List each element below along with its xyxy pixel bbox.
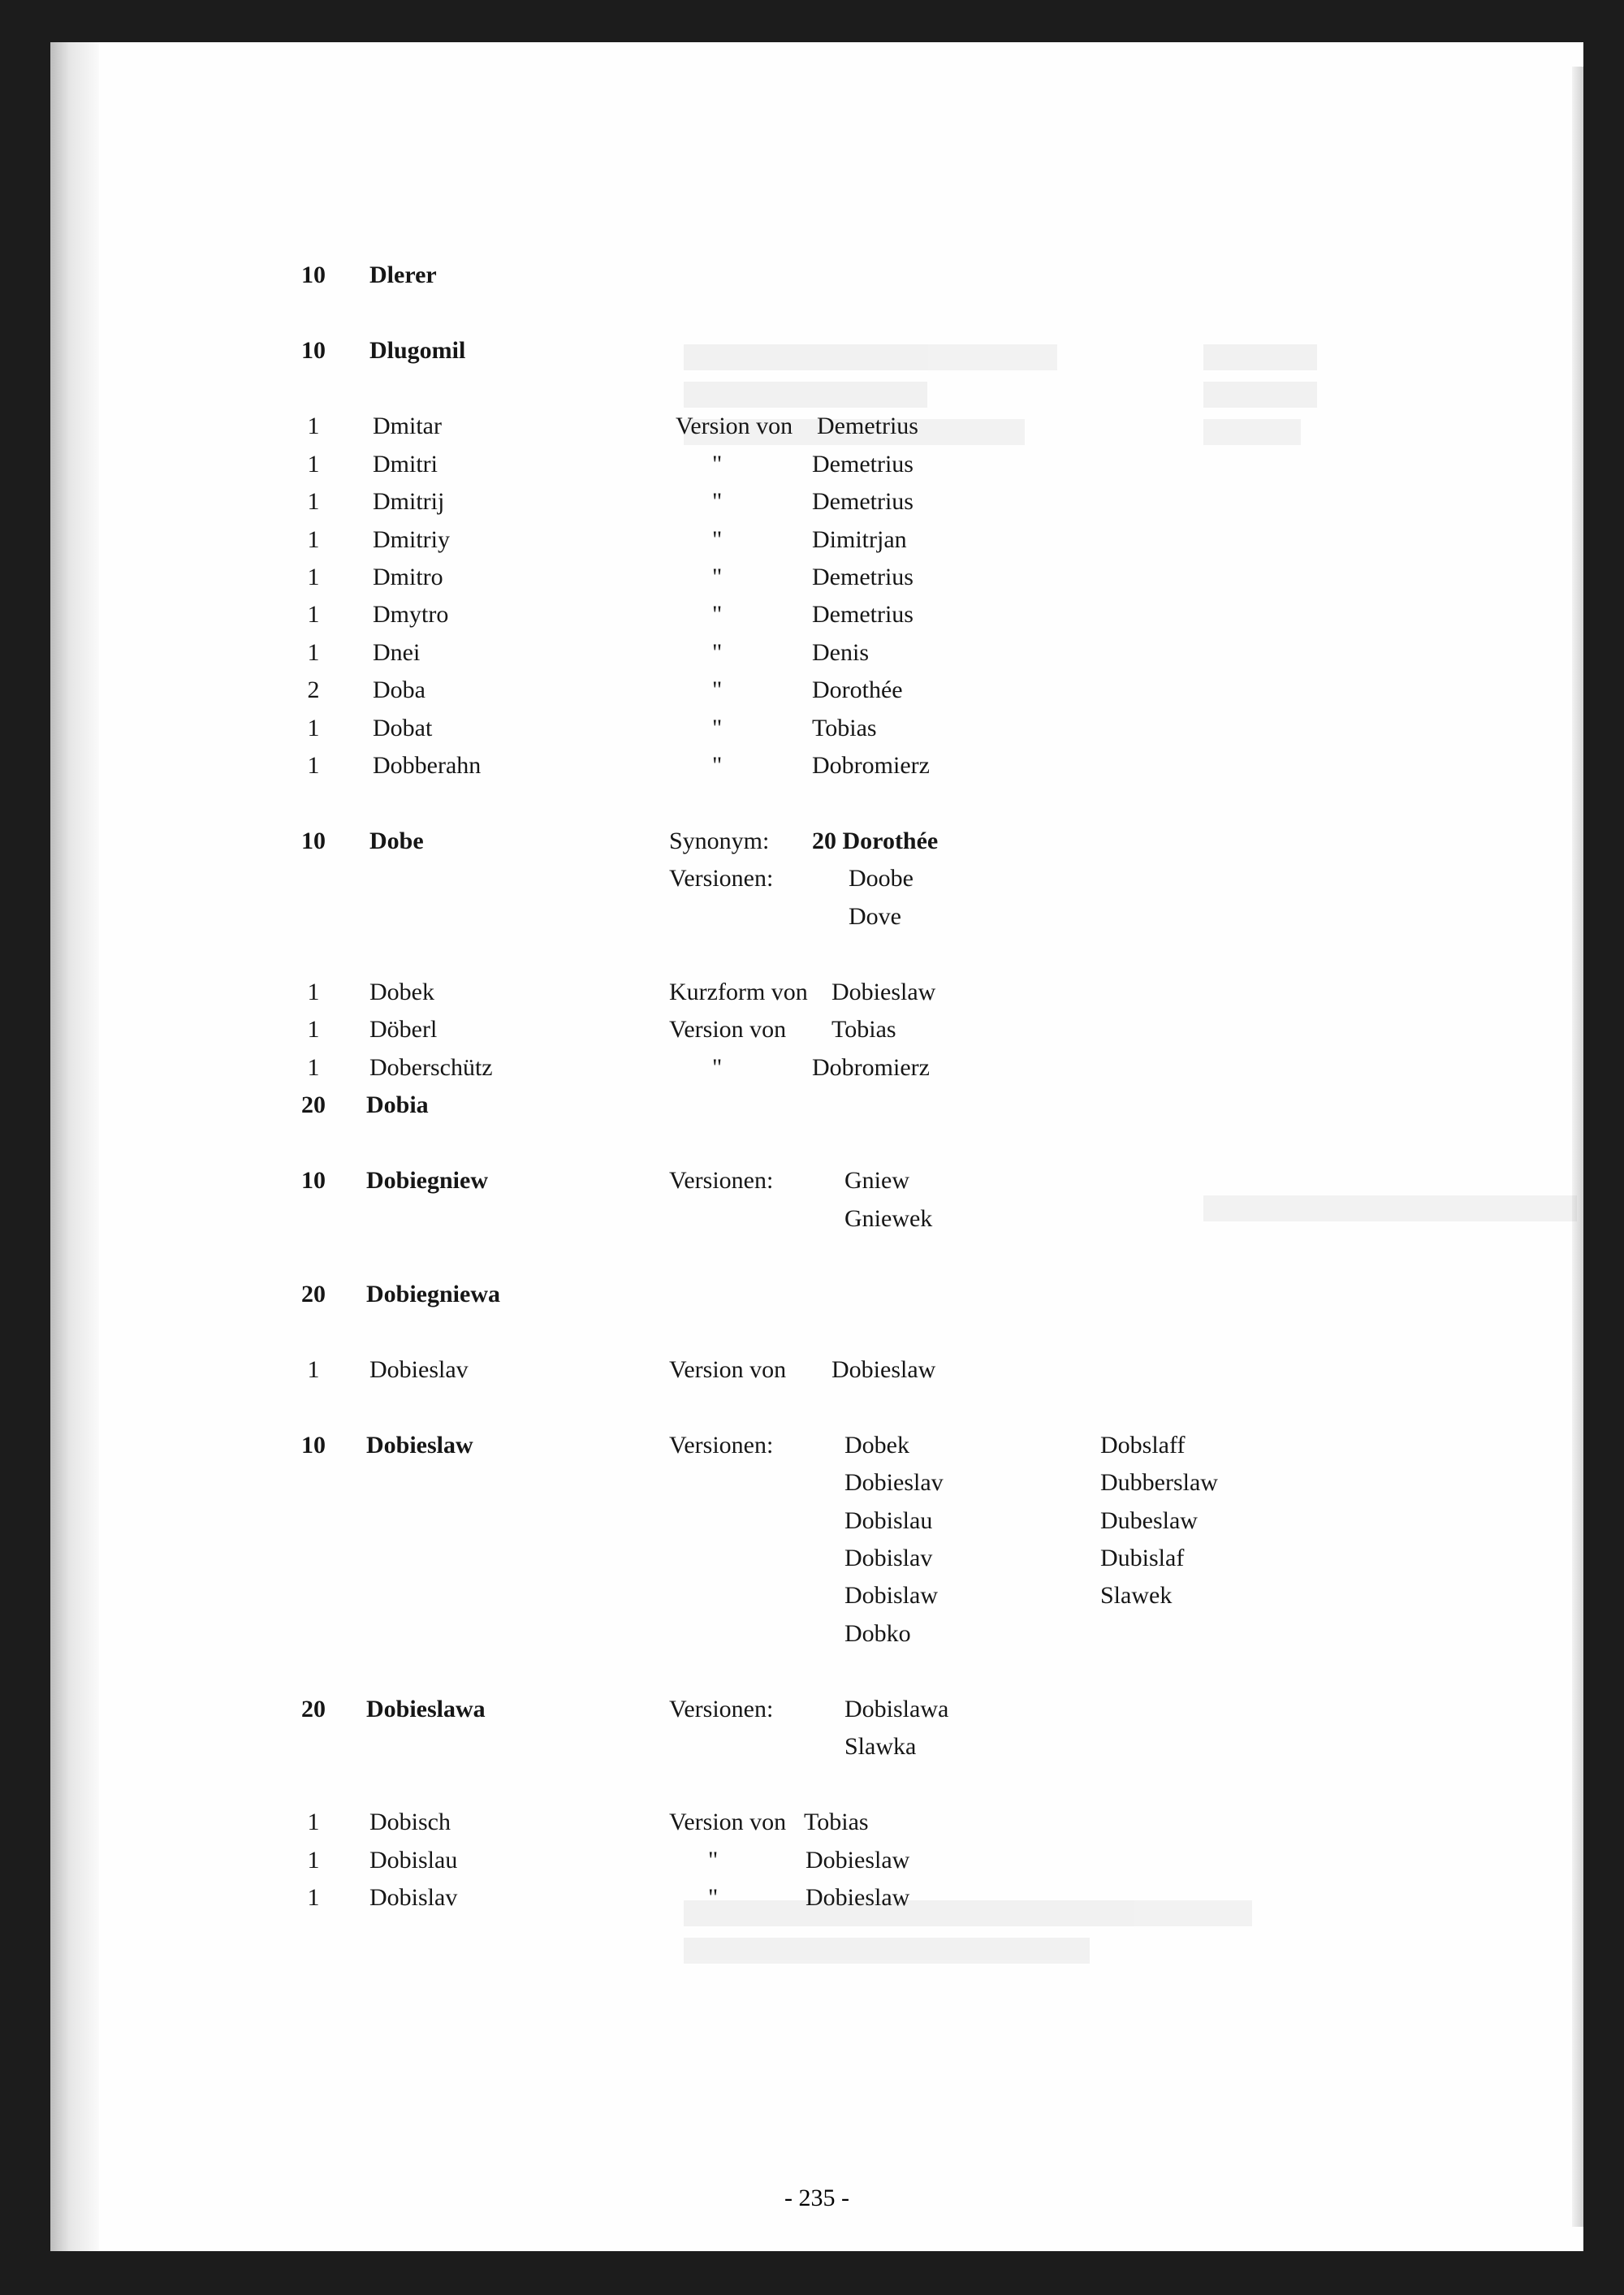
relation-label: " bbox=[712, 1054, 723, 1081]
relation-label: " bbox=[712, 676, 723, 703]
relation-label: " bbox=[712, 488, 723, 515]
index-row bbox=[50, 521, 1583, 559]
index-row bbox=[50, 559, 1583, 596]
relation-label: Synonym: bbox=[669, 828, 770, 854]
name-index-table bbox=[50, 42, 1583, 2251]
reference-name: Doobe bbox=[849, 865, 914, 892]
frequency-number: 1 bbox=[307, 564, 320, 590]
reference-name: Dobislawa bbox=[844, 1696, 949, 1722]
index-row bbox=[50, 1502, 1583, 1540]
index-row bbox=[50, 257, 1583, 294]
reference-name: Dorothée bbox=[812, 676, 903, 703]
frequency-number: 1 bbox=[307, 1884, 320, 1911]
reference-name: Dobislau bbox=[844, 1507, 933, 1534]
name-entry: Dmitro bbox=[373, 564, 443, 590]
name-entry: Dmitri bbox=[373, 451, 438, 478]
frequency-number: 1 bbox=[307, 752, 320, 779]
frequency-number: 1 bbox=[307, 1809, 320, 1835]
frequency-number: 2 bbox=[307, 676, 320, 703]
reference-name: Dobieslaw bbox=[806, 1847, 910, 1874]
name-entry: Dobiegniewa bbox=[366, 1281, 500, 1307]
index-row bbox=[50, 1049, 1583, 1087]
name-entry: Doberschütz bbox=[369, 1054, 493, 1081]
frequency-number: 10 bbox=[301, 1167, 326, 1194]
relation-label: " bbox=[712, 601, 723, 628]
name-entry: Dlugomil bbox=[369, 337, 466, 364]
name-entry: Dobe bbox=[369, 828, 424, 854]
index-row bbox=[50, 1691, 1583, 1728]
index-row bbox=[50, 446, 1583, 483]
index-row bbox=[50, 1011, 1583, 1048]
reference-name: Dobislav bbox=[844, 1545, 933, 1571]
frequency-number: 1 bbox=[307, 1054, 320, 1081]
index-row bbox=[50, 672, 1583, 709]
index-row bbox=[50, 483, 1583, 521]
index-row bbox=[50, 332, 1583, 370]
reference-name: Gniew bbox=[844, 1167, 909, 1194]
reference-name: Tobias bbox=[804, 1809, 869, 1835]
index-row bbox=[50, 1200, 1583, 1238]
version-name: Dubislaf bbox=[1100, 1545, 1185, 1571]
name-entry: Döberl bbox=[369, 1016, 438, 1043]
reference-name: Gniewek bbox=[844, 1205, 933, 1232]
reference-name: Dobislaw bbox=[844, 1582, 938, 1609]
reference-name: Demetrius bbox=[812, 601, 914, 628]
name-entry: Doba bbox=[373, 676, 425, 703]
index-row bbox=[50, 1615, 1583, 1653]
index-row bbox=[50, 1427, 1583, 1464]
index-row bbox=[50, 860, 1583, 897]
index-row bbox=[50, 747, 1583, 784]
reference-name: Tobias bbox=[812, 715, 877, 741]
name-entry: Dobat bbox=[373, 715, 433, 741]
index-row bbox=[50, 1162, 1583, 1199]
relation-label: Version von bbox=[669, 1016, 787, 1043]
relation-label: " bbox=[708, 1884, 719, 1911]
index-row bbox=[50, 1577, 1583, 1614]
frequency-number: 1 bbox=[307, 526, 320, 553]
name-entry: Dobislau bbox=[369, 1847, 458, 1874]
frequency-number: 20 bbox=[301, 1091, 326, 1118]
relation-label: Versionen: bbox=[669, 1432, 774, 1459]
relation-label: Versionen: bbox=[669, 865, 774, 892]
name-entry: Dobieslaw bbox=[366, 1432, 473, 1459]
version-name: Dubeslaw bbox=[1100, 1507, 1198, 1534]
version-name: Dobslaff bbox=[1100, 1432, 1186, 1459]
reference-name: Demetrius bbox=[817, 413, 918, 439]
version-name: Dubberslaw bbox=[1100, 1469, 1218, 1496]
name-entry: Dobieslav bbox=[369, 1356, 469, 1383]
frequency-number: 1 bbox=[307, 979, 320, 1005]
frequency-number: 1 bbox=[307, 413, 320, 439]
frequency-number: 1 bbox=[307, 1016, 320, 1043]
reference-name: 20 Dorothée bbox=[812, 828, 939, 854]
index-row bbox=[50, 1879, 1583, 1917]
index-row bbox=[50, 823, 1583, 860]
reference-name: Dobieslaw bbox=[831, 979, 936, 1005]
index-row bbox=[50, 634, 1583, 672]
frequency-number: 10 bbox=[301, 337, 326, 364]
reference-name: Dimitrjan bbox=[812, 526, 907, 553]
name-entry: Dobia bbox=[366, 1091, 429, 1118]
index-row bbox=[50, 596, 1583, 633]
frequency-number: 1 bbox=[307, 601, 320, 628]
index-row bbox=[50, 1087, 1583, 1124]
index-row bbox=[50, 1464, 1583, 1502]
name-entry: Dobislav bbox=[369, 1884, 458, 1911]
reference-name: Dobek bbox=[844, 1432, 909, 1459]
frequency-number: 10 bbox=[301, 828, 326, 854]
frequency-number: 20 bbox=[301, 1281, 326, 1307]
relation-label: " bbox=[712, 564, 723, 590]
relation-label: Versionen: bbox=[669, 1696, 774, 1722]
name-entry: Dmitar bbox=[373, 413, 442, 439]
reference-name: Demetrius bbox=[812, 451, 914, 478]
index-row bbox=[50, 408, 1583, 445]
index-row bbox=[50, 710, 1583, 747]
name-entry: Dobiegniew bbox=[366, 1167, 488, 1194]
frequency-number: 1 bbox=[307, 715, 320, 741]
index-row bbox=[50, 974, 1583, 1011]
relation-label: Kurzform von bbox=[669, 979, 808, 1005]
reference-name: Dobieslaw bbox=[831, 1356, 936, 1383]
name-entry: Dmitrij bbox=[373, 488, 445, 515]
relation-label: " bbox=[712, 715, 723, 741]
name-entry: Dnei bbox=[373, 639, 421, 666]
reference-name: Dobieslav bbox=[844, 1469, 944, 1496]
index-row bbox=[50, 1351, 1583, 1389]
name-entry: Dobek bbox=[369, 979, 434, 1005]
reference-name: Tobias bbox=[831, 1016, 896, 1043]
reference-name: Demetrius bbox=[812, 488, 914, 515]
index-row bbox=[50, 1728, 1583, 1766]
name-entry: Dobisch bbox=[369, 1809, 451, 1835]
index-row bbox=[50, 1540, 1583, 1577]
index-row bbox=[50, 1276, 1583, 1313]
index-row bbox=[50, 1842, 1583, 1879]
reference-name: Dobromierz bbox=[812, 1054, 930, 1081]
relation-label: " bbox=[712, 639, 723, 666]
index-row bbox=[50, 1804, 1583, 1841]
reference-name: Dobieslaw bbox=[806, 1884, 910, 1911]
frequency-number: 1 bbox=[307, 1356, 320, 1383]
name-entry: Dobieslawa bbox=[366, 1696, 486, 1722]
relation-label: " bbox=[712, 451, 723, 478]
frequency-number: 1 bbox=[307, 451, 320, 478]
name-entry: Dobberahn bbox=[373, 752, 482, 779]
relation-label: Versionen: bbox=[669, 1167, 774, 1194]
frequency-number: 1 bbox=[307, 488, 320, 515]
frequency-number: 20 bbox=[301, 1696, 326, 1722]
relation-label: Version von bbox=[669, 1809, 787, 1835]
relation-label: " bbox=[712, 526, 723, 553]
reference-name: Dove bbox=[849, 903, 901, 930]
frequency-number: 1 bbox=[307, 1847, 320, 1874]
frequency-number: 10 bbox=[301, 261, 326, 288]
relation-label: Version von bbox=[676, 413, 793, 439]
frequency-number: 10 bbox=[301, 1432, 326, 1459]
reference-name: Denis bbox=[812, 639, 869, 666]
reference-name: Slawka bbox=[844, 1733, 917, 1760]
reference-name: Demetrius bbox=[812, 564, 914, 590]
relation-label: " bbox=[712, 752, 723, 779]
name-entry: Dmitriy bbox=[373, 526, 450, 553]
relation-label: Version von bbox=[669, 1356, 787, 1383]
document-page bbox=[50, 42, 1583, 2251]
reference-name: Dobromierz bbox=[812, 752, 930, 779]
reference-name: Dobko bbox=[844, 1620, 911, 1647]
relation-label: " bbox=[708, 1847, 719, 1874]
index-row bbox=[50, 898, 1583, 936]
name-entry: Dmytro bbox=[373, 601, 449, 628]
name-entry: Dlerer bbox=[369, 261, 437, 288]
page-number: - 235 - bbox=[784, 2185, 849, 2211]
version-name: Slawek bbox=[1100, 1582, 1173, 1609]
frequency-number: 1 bbox=[307, 639, 320, 666]
